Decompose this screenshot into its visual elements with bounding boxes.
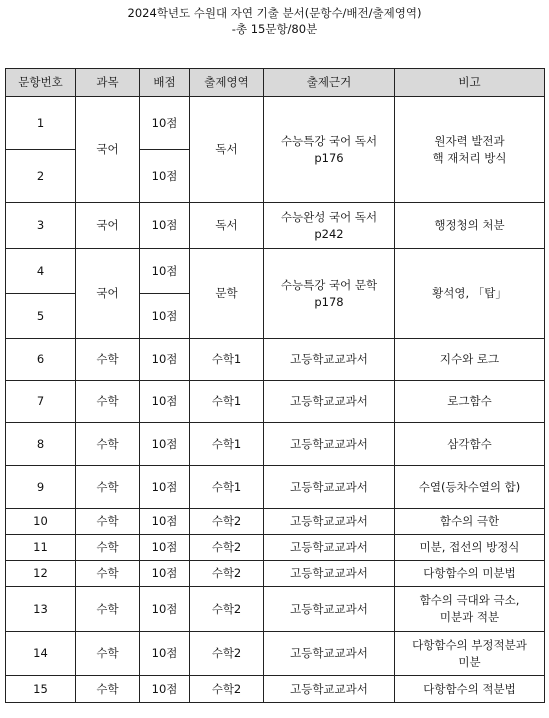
cell-number: 4 <box>6 249 76 294</box>
note-line: 다항함수의 부정적분과 <box>412 637 527 652</box>
note-line: 핵 재처리 방식 <box>432 150 507 165</box>
cell-note: 삼각함수 <box>395 423 545 466</box>
cell-number: 15 <box>6 676 76 703</box>
cell-number: 6 <box>6 339 76 381</box>
cell-number: 11 <box>6 535 76 561</box>
cell-note: 황석영, 「탑」 <box>395 249 545 339</box>
cell-number: 12 <box>6 561 76 587</box>
table-row <box>6 97 545 150</box>
cell-score: 10점 <box>140 294 190 339</box>
cell-note: 로그함수 <box>395 381 545 423</box>
cell-area: 독서 <box>190 97 264 203</box>
cell-number: 7 <box>6 381 76 423</box>
cell-subject: 수학 <box>76 587 140 632</box>
reference-source: 수능완성 국어 독서 <box>280 209 378 224</box>
cell-area: 독서 <box>190 203 264 249</box>
cell-score: 10점 <box>140 203 190 249</box>
exam-table <box>5 68 545 703</box>
cell-subject: 수학 <box>76 676 140 703</box>
col-header-score: 배점 <box>140 69 190 97</box>
note-line: 미분과 적분 <box>439 610 500 624</box>
cell-area: 수학1 <box>190 423 264 466</box>
cell-subject: 수학 <box>76 381 140 423</box>
cell-score: 10점 <box>140 339 190 381</box>
cell-reference <box>264 97 395 203</box>
table-row <box>6 535 545 561</box>
cell-note: 행정청의 처분 <box>395 203 545 249</box>
cell-area: 수학2 <box>190 676 264 703</box>
table-row <box>6 339 545 381</box>
cell-area: 수학2 <box>190 561 264 587</box>
cell-score: 10점 <box>140 97 190 150</box>
table-row <box>6 203 545 249</box>
cell-reference <box>264 249 395 339</box>
cell-number: 14 <box>6 632 76 676</box>
document-subtitle: -총 15문항/80분 <box>231 22 318 36</box>
cell-note: 미분, 접선의 방정식 <box>395 535 545 561</box>
cell-area: 수학2 <box>190 632 264 676</box>
reference-source: 수능특강 국어 독서 <box>280 133 378 148</box>
cell-subject: 국어 <box>76 203 140 249</box>
reference-page: p178 <box>314 294 344 309</box>
table-row <box>6 466 545 509</box>
cell-note <box>395 587 545 632</box>
col-header-note: 비고 <box>395 69 545 97</box>
cell-score: 10점 <box>140 509 190 535</box>
cell-note: 지수와 로그 <box>395 339 545 381</box>
cell-score: 10점 <box>140 466 190 509</box>
note-line: 함수의 극대와 극소, <box>419 593 520 607</box>
cell-score: 10점 <box>140 632 190 676</box>
table-row <box>6 676 545 703</box>
cell-area: 문학 <box>190 249 264 339</box>
cell-reference: 고등학교교과서 <box>264 676 395 703</box>
cell-note <box>395 632 545 676</box>
cell-area: 수학1 <box>190 339 264 381</box>
reference-page: p176 <box>314 150 344 165</box>
cell-subject: 수학 <box>76 535 140 561</box>
cell-reference: 고등학교교과서 <box>264 339 395 381</box>
cell-subject: 수학 <box>76 339 140 381</box>
cell-score: 10점 <box>140 561 190 587</box>
cell-subject: 국어 <box>76 97 140 203</box>
table-row <box>6 561 545 587</box>
table-header-row <box>6 69 545 97</box>
cell-area: 수학1 <box>190 381 264 423</box>
cell-reference: 고등학교교과서 <box>264 509 395 535</box>
cell-number: 3 <box>6 203 76 249</box>
cell-reference: 고등학교교과서 <box>264 587 395 632</box>
reference-source: 수능특강 국어 문학 <box>280 277 378 292</box>
cell-score: 10점 <box>140 535 190 561</box>
cell-number: 8 <box>6 423 76 466</box>
cell-subject: 수학 <box>76 466 140 509</box>
cell-score: 10점 <box>140 381 190 423</box>
cell-subject: 수학 <box>76 632 140 676</box>
col-header-number: 문항번호 <box>6 69 76 97</box>
cell-note: 함수의 극한 <box>395 509 545 535</box>
note-line: 미분 <box>458 654 481 669</box>
table-row <box>6 381 545 423</box>
cell-note: 다항함수의 적분법 <box>395 676 545 703</box>
cell-score: 10점 <box>140 587 190 632</box>
cell-subject: 수학 <box>76 509 140 535</box>
cell-score: 10점 <box>140 676 190 703</box>
cell-area: 수학1 <box>190 466 264 509</box>
table-row <box>6 423 545 466</box>
cell-subject: 수학 <box>76 561 140 587</box>
table-row <box>6 632 545 676</box>
reference-page: p242 <box>314 226 344 241</box>
cell-subject: 국어 <box>76 249 140 339</box>
cell-number: 10 <box>6 509 76 535</box>
cell-reference <box>264 203 395 249</box>
table-row <box>6 509 545 535</box>
cell-reference: 고등학교교과서 <box>264 632 395 676</box>
cell-subject: 수학 <box>76 423 140 466</box>
cell-score: 10점 <box>140 249 190 294</box>
cell-number: 2 <box>6 150 76 203</box>
cell-number: 13 <box>6 587 76 632</box>
note-line: 원자력 발전과 <box>434 133 505 148</box>
col-header-subject: 과목 <box>76 69 140 97</box>
cell-area: 수학2 <box>190 509 264 535</box>
cell-reference: 고등학교교과서 <box>264 535 395 561</box>
cell-number: 1 <box>6 97 76 150</box>
cell-reference: 고등학교교과서 <box>264 423 395 466</box>
table-row <box>6 249 545 294</box>
col-header-reference: 출제근거 <box>264 69 395 97</box>
document-title: 2024학년도 수원대 자연 기출 분서(문항수/배전/출제영역) <box>127 6 422 20</box>
cell-number: 5 <box>6 294 76 339</box>
cell-number: 9 <box>6 466 76 509</box>
cell-area: 수학2 <box>190 535 264 561</box>
cell-note: 다항함수의 미분법 <box>395 561 545 587</box>
cell-score: 10점 <box>140 150 190 203</box>
table-row <box>6 587 545 632</box>
cell-area: 수학2 <box>190 587 264 632</box>
col-header-area: 출제영역 <box>190 69 264 97</box>
cell-note <box>395 97 545 203</box>
cell-reference: 고등학교교과서 <box>264 466 395 509</box>
cell-reference: 고등학교교과서 <box>264 561 395 587</box>
cell-note: 수열(등차수열의 합) <box>395 466 545 509</box>
cell-score: 10점 <box>140 423 190 466</box>
cell-reference: 고등학교교과서 <box>264 381 395 423</box>
